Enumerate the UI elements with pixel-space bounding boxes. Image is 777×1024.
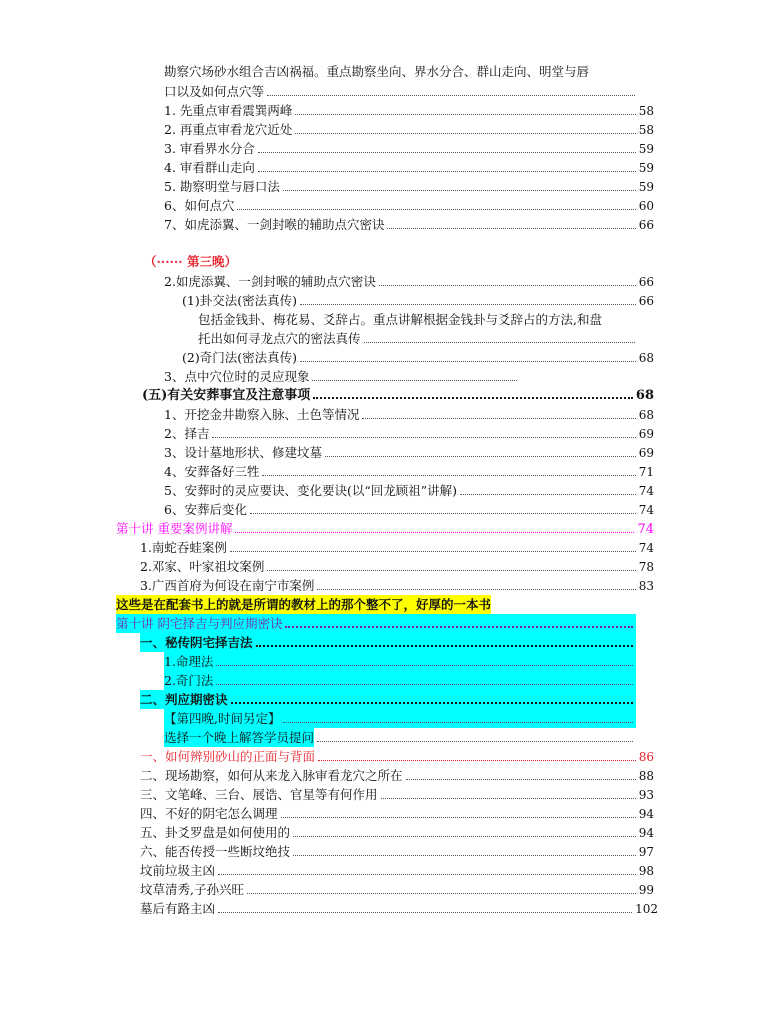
- toc-entry[interactable]: 6、如何点穴 60: [164, 198, 654, 213]
- toc-entry[interactable]: 7、如虎添翼、一剑封喉的辅助点穴密诀 66: [164, 217, 654, 232]
- highlighted-note: 这些是在配套书上的就是所谓的教材上的那个整不了，好厚的一本书: [116, 597, 492, 612]
- toc-entry[interactable]: (1)卦交法(密法真传) 66: [182, 293, 654, 308]
- toc-entry[interactable]: 六、能否传授一些断坟绝技 97: [140, 844, 654, 859]
- toc-subsection-title[interactable]: 二、判应期密诀: [140, 690, 636, 709]
- toc-entry[interactable]: 1. 先重点审看震巽两峰 58: [164, 103, 654, 118]
- toc-entry[interactable]: 2.奇门法: [164, 671, 636, 690]
- toc-entry[interactable]: 2. 再重点审看龙穴近处 58: [164, 122, 654, 137]
- toc-entry[interactable]: 3、设计墓地形状、修建坟墓 69: [164, 445, 654, 460]
- toc-chapter-title[interactable]: 第十讲 阴宅择吉与判应期密诀: [116, 614, 636, 633]
- toc-entry[interactable]: 选择一个晚上解答学员提问: [164, 728, 636, 747]
- toc-entry[interactable]: 1.南蛇吞蛙案例 74: [140, 540, 654, 555]
- toc-entry[interactable]: 坟草清秀,子孙兴旺 99: [140, 882, 654, 897]
- toc-entry[interactable]: 6、安葬后变化 74: [164, 502, 654, 517]
- intro-line-2: 口以及如何点穴等: [164, 82, 638, 101]
- toc-chapter-title[interactable]: 第十讲 重要案例讲解 74: [116, 521, 654, 537]
- desc-line-1: 包括金钱卦、梅花易、爻辞占。重点讲解根据金钱卦与爻辞占的方法,和盘: [198, 312, 602, 327]
- toc-entry[interactable]: 一、如何辨别砂山的正面与背面 86: [140, 749, 654, 764]
- toc-entry[interactable]: 5. 勘察明堂与唇口法 59: [164, 179, 654, 194]
- toc-subsection-title[interactable]: 一、秘传阴宅择吉法: [140, 633, 636, 652]
- toc-entry[interactable]: 5、安葬时的灵应要诀、变化要诀(以“回龙顾祖”讲解) 74: [164, 483, 654, 498]
- toc-entry[interactable]: 三、文笔峰、三台、展诰、官星等有何作用 93: [140, 787, 654, 802]
- toc-section-title[interactable]: (五)有关安葬事宜及注意事项 68: [142, 388, 654, 403]
- toc-entry[interactable]: 3、点中穴位时的灵应现象: [164, 367, 520, 386]
- toc-entry[interactable]: 2.如虎添翼、一剑封喉的辅助点穴密诀 66: [164, 274, 654, 289]
- intro-line-1: 勘察穴场砂水组合吉凶祸福。重点勘察坐向、界水分合、群山走向、明堂与唇: [164, 64, 590, 79]
- toc-entry[interactable]: 五、卦爻罗盘是如何使用的 94: [140, 825, 654, 840]
- toc-entry[interactable]: 墓后有路主凶 102: [140, 901, 658, 916]
- toc-entry[interactable]: 4. 审看群山走向 59: [164, 160, 654, 175]
- toc-entry[interactable]: 【第四晚,时间另定】: [164, 709, 636, 728]
- desc-line-2: 托出如何寻龙点穴的密法真传: [198, 329, 638, 348]
- toc-entry[interactable]: 4、安葬备好三牲 71: [164, 464, 654, 479]
- toc-entry[interactable]: 2.邓家、叶家祖坟案例 78: [140, 559, 654, 574]
- toc-entry[interactable]: 四、不好的阴宅怎么调理 94: [140, 806, 654, 821]
- toc-entry[interactable]: 3.广西首府为何设在南宁市案例 83: [140, 578, 654, 593]
- toc-entry[interactable]: 2、择吉 69: [164, 426, 654, 441]
- toc-entry[interactable]: 1.命理法: [164, 652, 636, 671]
- leader-dots: [267, 94, 635, 96]
- toc-entry[interactable]: (2)奇门法(密法真传) 68: [182, 350, 654, 365]
- toc-entry[interactable]: 坟前垃圾主凶 98: [140, 863, 654, 878]
- third-night-heading: （······ 第三晚）: [144, 254, 237, 269]
- toc-entry[interactable]: 3. 审看界水分合 59: [164, 141, 654, 156]
- toc-entry[interactable]: 1、开挖金井勘察入脉、土色等情况 68: [164, 407, 654, 422]
- toc-entry[interactable]: 二、现场勘察，如何从来龙入脉审看龙穴之所在 88: [140, 768, 654, 783]
